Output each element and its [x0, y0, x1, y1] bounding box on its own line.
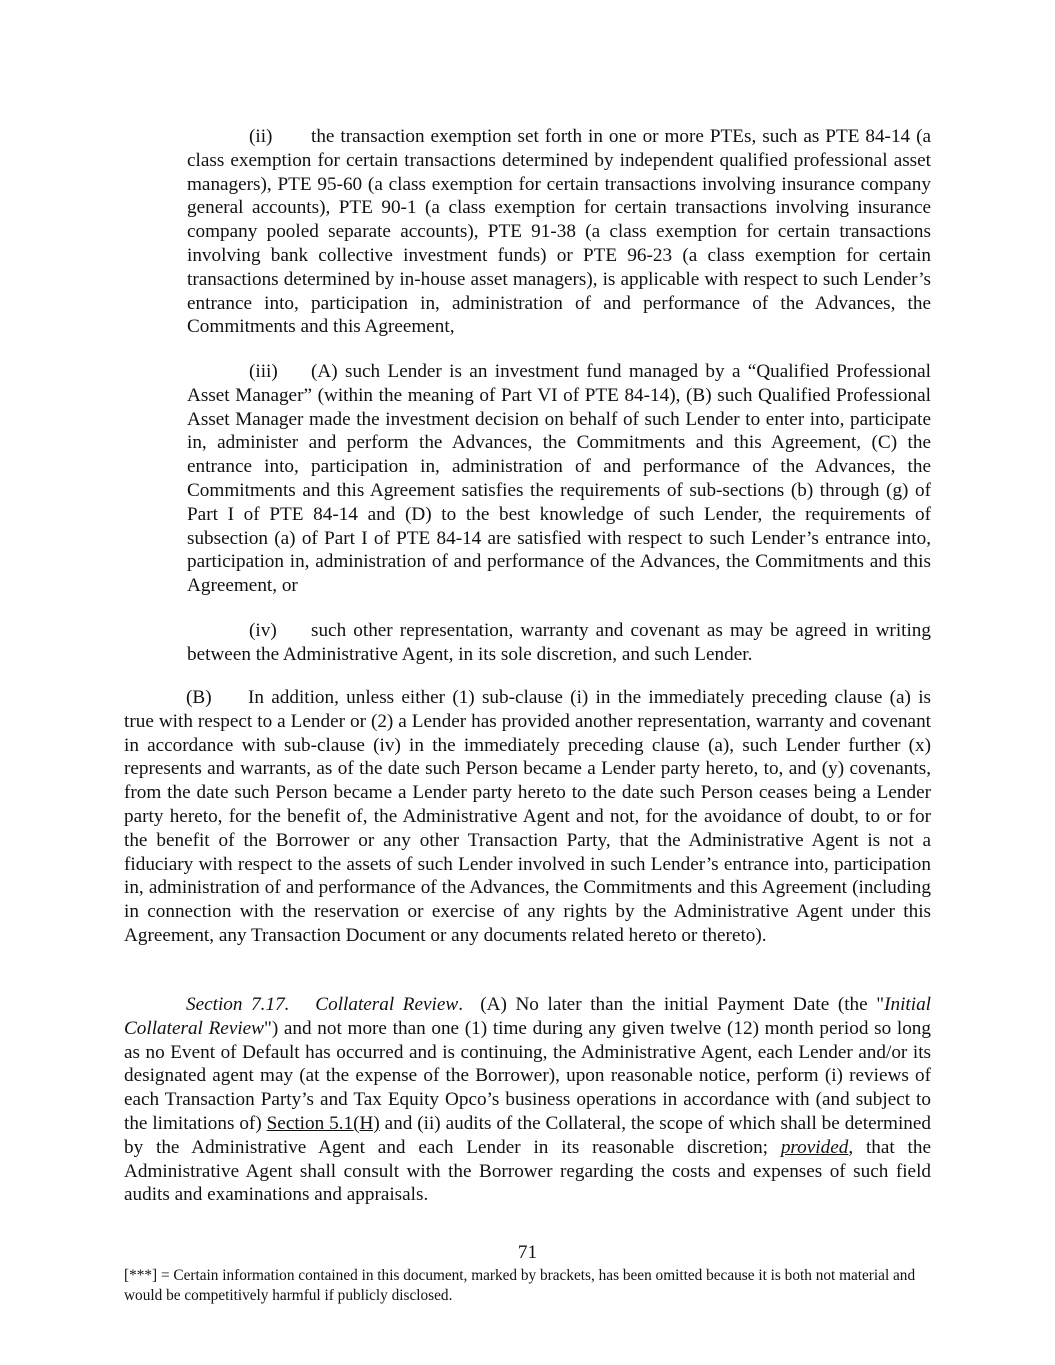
provided-term: provided: [780, 1136, 849, 1158]
clause-iii-paragraph: [187, 360, 931, 598]
clause-ii-paragraph: [187, 125, 931, 339]
clause-b-text: In addition, unless either (1) sub-clause (i) in the immediately preceding clause (a) is true with respect to a Lender or (2) a Lender has provided another representation, warranty and covenant in accordance with sub-clause (iv) in the immediately preceding clause (a), such Lender further (x) represents and warrants, as of the date such Person became a Lender party hereto, to, and (y) covenants, from the date such Person became a Lender party hereto to the date such Person ceases being a Lender party hereto, for the benefit of, the Administrative Agent and not, for the avoidance of doubt, to or for the benefit of the Borrower or any other Transaction Party, that the Administrative Agent is not a fiduciary with respect to the assets of such Lender involved in such Lender’s entrance into, participation in, administration of and performance of the Advances, the Commitments and this Agreement (including in connection with the reservation or exercise of any rights by the Administrative Agent under this Agreement, any Transaction Document or any documents related hereto or thereto).: [124, 687, 931, 946]
section-7-17-heading: Section 7.17.: [186, 994, 290, 1015]
clause-iii-text: (A) such Lender is an investment fund managed by a “Qualified Professional Asset Manager” (within the meaning of Part VI of PTE 84-14), (B) such Qualified Professional Asset Manager made the investment decision on behalf of such Lender to enter into, participate in, administer and perform the Advances, the Commitments and this Agreement, (C) the entrance into, participation in, administration of and performance of the Advances, the Commitments and this Agreement satisfies the requirements of sub-sections (b) through (g) of Part I of PTE 84-14 and (D) to the best knowledge of such Lender, the requirements of subsection (a) of Part I of PTE 84-14 are satisfied with respect to such Lender’s entrance into, participation in, administration of and performance of the Advances, the Commitments and this Agreement, or: [187, 361, 931, 597]
page-number: 71: [517, 1242, 538, 1263]
section-7-17-text-3: and (ii) audits of the Collateral, the scope of which shall be determined by the Administrative Agent and each Lender in its reasonable discretion;: [124, 1112, 931, 1158]
section-7-17-text-4: , that the Administrative Agent shall consult with the Borrower regarding the costs and expenses of such field audits and examinations and appraisals.: [124, 1136, 931, 1206]
clause-iv-label: (iv): [249, 620, 277, 641]
clause-b-label: (B): [186, 687, 212, 708]
section-7-17-text-2: ") and not more than one (1) time during any given twelve (12) month period so long as no Event of Default has occurred and is continuing, the Administrative Agent, each Lender and/or its designated agent may (at the expense of the Borrower), upon reasonable notice, perform (i) reviews of each Transaction Party’s and Tax Equity Opco’s business operations in accordance with (and subject to the limitations of): [124, 1017, 931, 1134]
section-7-17-title-period: .: [458, 994, 463, 1015]
clause-iv-text: such other representation, warranty and covenant as may be agreed in writing between the Administrative Agent, in its sole discretion, and such Lender.: [187, 620, 931, 665]
confidentiality-footnote: [***] = Certain information contained in this document, marked by brackets, has been omitted because it is both not material and would be competitively harmful if publicly disclosed.: [124, 1267, 916, 1304]
clause-iii-label: (iii): [249, 361, 278, 382]
initial-collateral-review-term: Initial Collateral Review: [124, 994, 931, 1039]
clause-iv-paragraph: [187, 619, 931, 667]
clause-b-paragraph: [124, 686, 931, 948]
section-7-17-title: Collateral Review: [315, 994, 459, 1015]
section-7-17-text-1: (A) No later than the initial Payment Date (the ": [480, 994, 885, 1015]
clause-ii-label: (ii): [249, 126, 273, 147]
section-5-1-h-reference: Section 5.1(H): [266, 1112, 380, 1134]
section-7-17-paragraph: [124, 993, 931, 1207]
clause-ii-text: the transaction exemption set forth in one or more PTEs, such as PTE 84-14 (a class exemption for certain transactions determined by independent qualified professional asset managers), PTE 95-60 (a class exemption for certain transactions involving insurance company general accounts), PTE 90-1 (a class exemption for certain transactions involving insurance company pooled separate accounts), PTE 91-38 (a class exemption for certain transactions involving bank collective investment funds) or PTE 96-23 (a class exemption for certain transactions determined by in-house asset managers), is applicable with respect to such Lender’s entrance into, participation in, administration of and performance of the Advances, the Commitments and this Agreement,: [187, 126, 931, 338]
